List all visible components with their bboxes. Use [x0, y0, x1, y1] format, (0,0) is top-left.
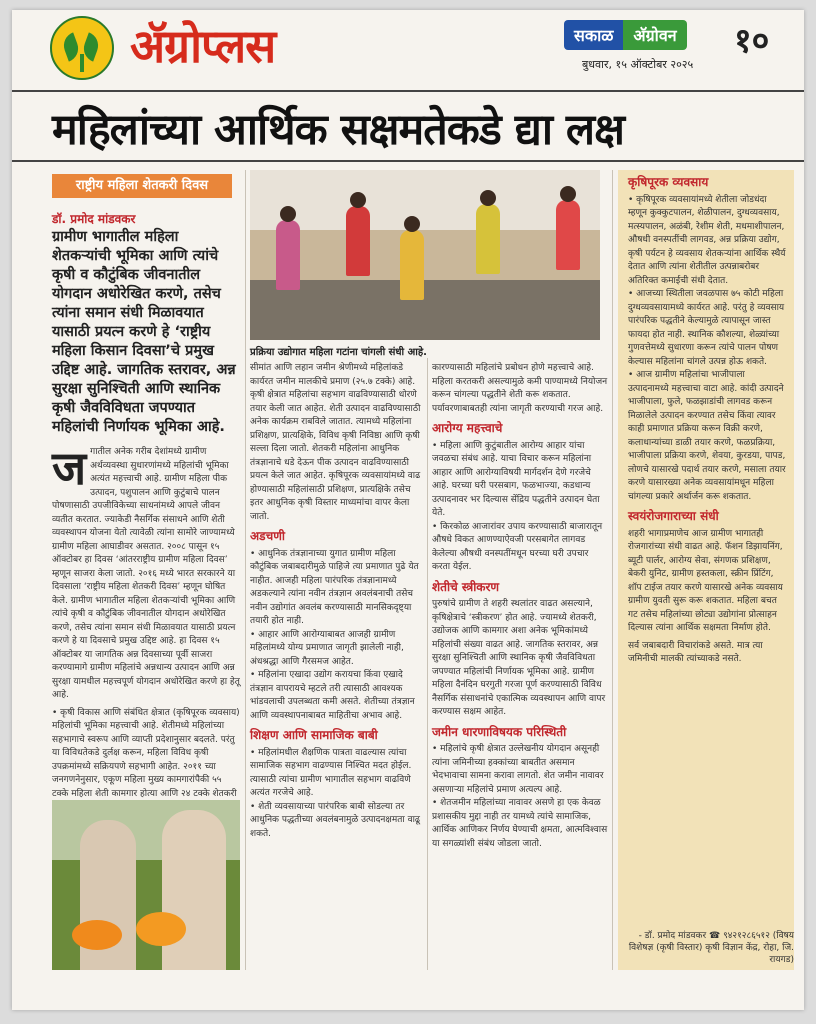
section-heading: अडचणी: [250, 529, 285, 543]
intro-paragraph: ग्रामीण भागातील महिला शेतकऱ्यांची भूमिका आणि त्यांचे कृषी व कौटुंबिक जीवनातील योगदान अधोरेखित करणे, तसेच त्यांना समान संधी मिळावयात यासाठी प्रयत्न करणे हे ‘राष्ट्रीय महिला किसान दिवसा’चे प्रमुख उद्दिष्ट आहे. जागतिक स्तरावर, अन्न सुरक्षा सुनिश्चिती आणि स्थानिक कृषी जैवविविधता जपण्यात महिलांची निर्णायक भूमिका आहे.: [52, 229, 236, 435]
section-heading: आरोग्य महत्त्वाचे: [432, 421, 503, 435]
agroplus-logo-icon: [50, 16, 114, 80]
section-heading: शेतीचे स्त्रीकरण: [432, 579, 500, 594]
sakal-label: सकाळ: [564, 20, 623, 50]
bullet-text: आजच्या स्थितीला जवळपास ७५ कोटी महिला दुग्धव्यवसायामध्ये कार्यरत आहे. परंतु हे व्यवसाय पारंपरिक पद्धतीने केल्यामुळे त्यापासून जास्त फायदा होत नाही. स्थानिक कौशल्या, शेळ्यांच्या गुणवत्तेमध्ये सुधारणा करून त्यांचे पालन पोषण केल्यास महिलांना चांगले उत्पन्न होऊ शकते.: [628, 289, 785, 367]
body-text: कारण्यासाठी महिलांचे प्रबोधन होणे महत्त्वाचे आहे. महिला करतकरी असल्यामुळे कमी पाण्यामध्ये नियोजन करून चांगल्या पद्धतीने शेती करू शकतात. पर्यावरणाबाबतही त्यांना जागृती करण्याची गरज आहे.: [432, 363, 608, 414]
section-heading: स्वयंरोजगाराच्या संधी: [628, 509, 719, 523]
agrowon-label: अ‍ॅग्रोवन: [623, 20, 686, 50]
divider: [12, 90, 804, 92]
column-divider: [427, 358, 428, 970]
photo-caption: प्रक्रिया उद्योगात महिला गटांना चांगली संधी आहे.: [250, 347, 427, 358]
column-2: सीमांत आणि लहान जमीन श्रेणीमध्ये महिलांकडे कार्यरत जमीन मालकीचे प्रमाण (२५.७ टक्के) आहे. कृषी क्षेत्रात महिलांचा सहभाग वाढविण्यासाठी धोरणे तयार केली जात आहेत. शेती उत्पादन वाढविण्यासाठी अनेक कार्यक्रम राबविले जातात. त्यामध्ये महिलांना प्रशिक्षण, प्रात्यक्षिके, विविध कृषी निविष्ठा आणि कृषी सल्ला दिला जातो. शेतकरी महिलांना आधुनिक तंत्रज्ञानाचे धडे देऊन पीक उत्पादन वाढविण्यासाठी प्रयत्न केले जात आहेत. कृषिपूरक व्यवसायांमध्ये वाढ होण्यासाठी महिलांसाठी प्रशिक्षण, प्रात्यक्षिके तसेच इतर आधुनिक कृषी विस्तार माध्यमांचा वापर केला जातो. अडचणी • आधुनिक तंत्रज्ञानाच्या युगात ग्रामीण महिला कौटुंबिक जबाबदारीमुळे पाहिजे त्या प्रमाणात पुढे येत नाहीत. आजही महिला पारंपरिक तंत्रज्ञानामध्ये अडकल्याने त्यांना नवीन तंत्रज्ञान अवलंबनाची तसेच नवीन उद्योगांत अवलंब करण्यासाठी मानसिकदृष्ट्या तयारी होत नाही. • आहार आणि आरोग्याबाबत आजही ग्रामीण महिलांमध्ये योग्य प्रमाणात जागृती झालेली नाही, अंधश्रद्धा आणि गैरसमज आहेत. • महिलांना एखादा उद्योग करायचा किंवा एखादे तंत्रज्ञान वापरायचे म्हटले तरी त्यासाठी आवश्यक भांडवलाची उपलब्धता कमी असते. शेतीच्या तंत्रज्ञान आणि व्यवस्थापनाबाबत माहितीचा अभाव आहे. शिक्षण आणि सामाजिक बाबी • महिलांमधील शैक्षणिक पात्रता वाढल्यास त्यांचा सामाजिक सहभाग वाढण्यास निश्चित मदत होईल. त्यासाठी त्यांचा ग्रामीण भागातील सहभाग वाढविणे अत्यंत गरजेचे आहे. • शेती व्यवसायाच्या पारंपरिक बाबी सोडल्या तर आधुनिक पद्धतीच्या अवलंबनामुळे उत्पादनक्षमता वाढू शकते.: [250, 363, 421, 839]
women-marigold-photo: [52, 800, 240, 970]
bullet-text: महिलांना एखादा उद्योग करायचा किंवा एखादे तंत्रज्ञान वापरायचे म्हटले तरी त्यासाठी आवश्यक भांडवलाची उपलब्धता कमी असते. शेतीच्या तंत्रज्ञान आणि व्यवस्थापनाबाबत माहितीचा अभाव आहे.: [250, 670, 415, 721]
byline: डॉ. प्रमोद मांडवकर: [52, 212, 136, 226]
dropcap: ज: [52, 441, 87, 495]
page-number: १०: [734, 21, 770, 61]
column-1: जगातील अनेक गरीब देशांमध्ये ग्रामीण अर्थव्यवस्था सुधारणांमध्ये महिलांची भूमिका अत्यंत महत्त्वाची आहे. ग्रामीण महिला पीक उत्पादन, पशुपालन आणि कुटुंबाचे पालन पोषणासाठी उपजीविकेच्या साधनांमध्ये आपले जीवन व्यतीत करतात. ज्याकेडी नैसर्गिक संसाधने आणि शेती व्यवस्थापन योजना येतो त्यावेळी त्यांना सामोरे जाण्यामध्ये ग्रामीण महिला आघाडीवर असतात. २००८ पासून १५ ऑक्टोबर हा दिवस ‘आंतरराष्ट्रीय ग्रामीण महिला दिवस’ म्हणून साजरा केला जातो. २०१६ मध्ये भारत सरकारने या दिवसाला ‘राष्ट्रीय महिला शेतकरी दिवस’ म्हणून घोषित केले. ग्रामीण भागातील महिला शेतकऱ्यांची भूमिका आणि त्यांचे कृषी व कौटुंबिक जीवनातील योगदान अधोरेखित करणे, तसेच त्यांना समान संधी मिळावयात यासाठी प्रयत्न करणे हे या दिवसाचे प्रमुख उद्दिष्ट आहे. हा दिवस १५ ऑक्टोबर या जागतिक अन्न दिवसाच्या पूर्वी साजरा करण्यामागे ग्रामीण महिलांचे अन्नधान्य उत्पादन आणि अन्न सुरक्षा यामधील महत्त्वपूर्ण योगदान अधोरेखित करणे हा हेतू आहे. • कृषी विकास आणि संबंधित क्षेत्रात (कृषिपूरक व्यवसाय) महिलांची भूमिका महत्त्वाची आहे. शेतीमध्ये महिलांच्या सहभागाचे स्वरूप आणि व्याप्ती प्रदेशानुसार बदलते. परंतु या विविधतेकडे दुर्लक्ष करून, महिला विविध कृषी उपक्रमांमध्ये सक्रियपणे सहभागी आहेत. २०११ च्या जनगणनेनुसार, एकूण महिला मुख्य कामगारांपैकी ५५ टक्के महिला शेती कामगार होत्या आणि २४ टक्के शेतकरी: [52, 446, 240, 842]
bullet-text: महिला आणि कुटुंबातील आरोग्य आहार यांचा जवळचा संबंध आहे. याचा विचार करून महिलांना आहार आणि आरोग्याविषयी मार्गदर्शन देणे गरजेचे आहे. घरच्या घरी परसबाग, फळभाज्या, कडधान्य उत्पादनावर भर दिल्यास सेंद्रिय पद्धतीने उत्पादन घेता येते.: [432, 440, 600, 518]
sidebar-box: [618, 170, 794, 970]
body-text: पुरुषांचे ग्रामीण ते शहरी स्थलांतर वाढत असल्याने, कृषिक्षेत्राचे ‘स्त्रीकरण’ होत आहे. ज्यामध्ये शेतकरी, उद्योजक आणि कामगार अशा अनेक भूमिकांमध्ये महिलांची संख्या वाढत आहे. जागतिक स्तरावर, अन्न सुरक्षा सुनिश्चिती आणि स्थानिक कृषी जैवविविधता जपण्यात महिलांची निर्णायक भूमिका आहे. ग्रामीण महिला दैनंदिन घरगुती गरजा पूर्ण करण्यासाठी विविध नैसर्गिक संसाधनांचे एकात्मिक व्यवस्थापन आणि वापर करण्यास सक्षम आहेत.: [432, 599, 606, 717]
section-heading: कृषिपूरक व्यवसाय: [628, 175, 709, 189]
bullet-text: आज ग्रामीण महिलांचा भाजीपाला उत्पादनामध्ये महत्त्वाचा वाटा आहे. कांदी उत्पादने भाजीपाला, फुले, फळझाडांची लागवड करून मिळालेले उत्पादन करण्यात तसेच किंवा त्यावर काही प्रमाणात प्रक्रिया करून विक्री करणे, कलाधान्यांच्या डाळी तयार करणे, फळप्रक्रिया, भाजीपाला प्रक्रिया करणे, शेवया, कुरडया, पापड, लोणचे यासारखे पदार्थ तयार करणे, मसाला तयार करणे यासारख्या अनेक व्यवसायांमधून महिला चांगल्या प्रकारे अर्थार्जन करू शकतात.: [628, 370, 786, 502]
section-heading: जमीन धारणाविषयक परिस्थिती: [432, 724, 567, 739]
body-text: शहरी भागाप्रमाणेच आज ग्रामीण भागातही रोजगारांच्या संधी वाढत आहे. फॅशन डिझायनिंग, ब्यूटी पार्लर, आरोग्य सेवा, संगणक प्रशिक्षण, बेकरी युनिट, ग्रामीण हस्तकला, स्क्रीन प्रिंटिंग, शॉप टाईज तयार करणे यासारखे अनेक व्यवसाय ग्रामीण युवती सुरू करू शकतात. महिला बचत गट तसेच महिलांच्या छोट्या उद्योगांना प्रोत्साहन दिल्यास त्यांना आर्थिक सक्षमता निर्माण होते.: [628, 528, 783, 633]
headline: महिलांच्या आर्थिक सक्षमतेकडे द्या लक्ष: [52, 105, 624, 155]
brand-title: ॲग्रोप्लस: [130, 19, 276, 73]
workshop-photo: [250, 170, 600, 340]
dateline: बुधवार, १५ ऑक्टोबर २०२५: [582, 58, 694, 71]
bullet-text: शेती व्यवसायाच्या पारंपरिक बाबी सोडल्या तर आधुनिक पद्धतीच्या अवलंबनामुळे उत्पादनक्षमता वाढू शकते.: [250, 801, 420, 839]
bullet-text: महिलांचे कृषी क्षेत्रात उल्लेखनीय योगदान असूनही त्यांना जमिनीच्या हक्कांच्या बाबतीत असमान भेदभावाचा सामना करावा लागतो. शेत जमीन नावावर असणाऱ्या महिलांचे प्रमाण अत्यल्प आहे.: [432, 744, 604, 795]
body-text: सीमांत आणि लहान जमीन श्रेणीमध्ये महिलांकडे कार्यरत जमीन मालकीचे प्रमाण (२५.७ टक्के) आहे. कृषी क्षेत्रात महिलांचा सहभाग वाढविण्यासाठी धोरणे तयार केली जात आहेत. शेती उत्पादन वाढविण्यासाठी अनेक कार्यक्रम राबविले जातात. त्यामध्ये महिलांना प्रशिक्षण, प्रात्यक्षिके, विविध कृषी निविष्ठा आणि कृषी सल्ला दिला जातो. शेतकरी महिलांना आधुनिक तंत्रज्ञानाचे धडे देऊन पीक उत्पादन वाढविण्यासाठी प्रयत्न केले जात आहेत. कृषिपूरक व्यवसायांमध्ये वाढ होण्यासाठी महिलांसाठी प्रशिक्षण, प्रात्यक्षिके तसेच इतर आधुनिक कृषी विस्तार माध्यमांचा वापर केला जातो.: [250, 363, 421, 522]
body-text: सर्व जबाबदारी विचारांकडे असते. मात्र त्या जमिनीची मालकी त्यांच्याकडे नसते.: [628, 640, 763, 664]
masthead: [12, 10, 804, 88]
column-divider: [245, 170, 246, 970]
body-text: गातील अनेक गरीब देशांमध्ये ग्रामीण अर्थव्यवस्था सुधारणांमध्ये महिलांची भूमिका अत्यंत महत्त्वाची आहे. ग्रामीण महिला पीक उत्पादन, पशुपालन आणि कुटुंबाचे पालन पोषणासाठी उपजीविकेच्या साधनांमध्ये आपले जीवन व्यतीत करतात. ज्याकेडी नैसर्गिक संसाधने आणि शेती व्यवस्थापन योजना येतो त्यावेळी त्यांना सामोरे जाण्यामध्ये ग्रामीण महिला आघाडीवर असतात. २००८ पासून १५ ऑक्टोबर हा दिवस ‘आंतरराष्ट्रीय ग्रामीण महिला दिवस’ म्हणून साजरा केला जातो. २०१६ मध्ये भारत सरकारने या दिवसाला ‘राष्ट्रीय महिला शेतकरी दिवस’ म्हणून घोषित केले. ग्रामीण भागातील महिला शेतकऱ्यांची भूमिका आणि त्यांचे कृषी व कौटुंबिक जीवनातील योगदान अधोरेखित करणे, तसेच त्यांना समान संधी मिळावयात यासाठी प्रयत्न करणे हे या दिवसाचे प्रमुख उद्दिष्ट आहे. हा दिवस १५ ऑक्टोबर या जागतिक अन्न दिवसाच्या पूर्वी साजरा करण्यामागे ग्रामीण महिलांचे अन्नधान्य उत्पादन आणि अन्न सुरक्षा यामधील महत्त्वपूर्ण योगदान अधोरेखित करणे हा हेतू आहे.: [52, 447, 240, 700]
kicker-banner: राष्ट्रीय महिला शेतकरी दिवस: [52, 174, 232, 198]
bullet-text: आधुनिक तंत्रज्ञानाच्या युगात ग्रामीण महिला कौटुंबिक जबाबदारीमुळे पाहिजे त्या प्रमाणात पुढे येत नाहीत. आजही महिला पारंपरिक तंत्रज्ञानामध्ये अडकल्याने त्यांना नवीन तंत्रज्ञान अवलंबनाची तसेच नवीन उद्योगांत अवलंब करण्यासाठी मानसिकदृष्ट्या तयारी होत नाही.: [250, 548, 419, 626]
column-divider: [612, 170, 613, 970]
section-heading: शिक्षण आणि सामाजिक बाबी: [250, 728, 378, 742]
paper-tag: [564, 20, 687, 50]
bullet-text: कृषिपूरक व्यवसायांमध्ये शेतीला जोडधंदा म्हणून कुक्कुटपालन, शेळीपालन, दुग्धव्यवसाय, मत्स्यपालन, अळंबी, रेशीम शेती, मधमाशीपालन, औषधी वनस्पतींची लागवड, अन्न प्रक्रिया उद्योग, कृषी पर्यटन हे व्यवसाय शेतकऱ्यांना आर्थिक स्थैर्य देतात आणि त्यांना शेतीतील उत्पन्नाबरोबर अतिरिक्त कमाईची संधी देतात.: [628, 194, 786, 286]
bullet-text: कृषी विकास आणि संबंधित क्षेत्रात (कृषिपूरक व्यवसाय) महिलांची भूमिका महत्त्वाची आहे. शेतीमध्ये महिलांच्या सहभागाचे स्वरूप आणि व्याप्ती प्रदेशानुसार बदलते. परंतु या विविधतेकडे दुर्लक्ष करून, महिला विविध कृषी उपक्रमांमध्ये सक्रियपणे सहभागी आहेत. २०११ च्या जनगणनेनुसार, एकूण महिला मुख्य कामगारांपैकी ५५ टक्के महिला शेती कामगार होत्या आणि २४ टक्के शेतकरी: [52, 707, 240, 799]
bullet-text: शेतजमीन महिलांच्या नावावर असणे हा एक केवळ प्रशासकीय मुद्दा नाही तर यामध्ये त्यांचे सामाजिक, आर्थिक आणिकर निर्णय घेण्याची क्षमता, आत्मविश्वास या सगळ्यांशी संबंध जोडला जातो.: [432, 798, 608, 849]
author-signature: - डॉ. प्रमोद मांडवकर ☎ ९४२१२८६५१२ (विषय विशेषज्ञ (कृषी विस्तार) कृषी विज्ञान केंद्र, रोहा, जि. रायगड): [628, 931, 794, 965]
bullet-text: किरकोळ आजारांवर उपाय करण्यासाठी बाजारातून औषधे विकत आणण्याऐवजी परसबागेत लागवड केलेल्या औषधी वनस्पतींमधून घरच्या घरी उपचार करता येईल.: [432, 521, 603, 572]
bullet-text: महिलांमधील शैक्षणिक पात्रता वाढल्यास त्यांचा सामाजिक सहभाग वाढण्यास निश्चित मदत होईल. त्यासाठी त्यांचा ग्रामीण भागातील सहभाग वाढविणे अत्यंत गरजेचे आहे.: [250, 747, 412, 798]
bullet-text: आहार आणि आरोग्याबाबत आजही ग्रामीण महिलांमध्ये योग्य प्रमाणात जागृती झालेली नाही, अंधश्रद्धा आणि गैरसमज आहेत.: [250, 629, 404, 667]
sidebar-content: कृषिपूरक व्यवसाय • कृषिपूरक व्यवसायांमध्ये शेतीला जोडधंदा म्हणून कुक्कुटपालन, शेळीपालन, दुग्धव्यवसाय, मत्स्यपालन, अळंबी, रेशीम शेती, मधमाशीपालन, औषधी वनस्पतींची लागवड, अन्न प्रक्रिया उद्योग, कृषी पर्यटन हे व्यवसाय शेतकऱ्यांना आर्थिक स्थैर्य देतात आणि त्यांना शेतीतील उत्पन्नाबरोबर अतिरिक्त कमाईची संधी देतात. • आजच्या स्थितीला जवळपास ७५ कोटी महिला दुग्धव्यवसायामध्ये कार्यरत आहे. परंतु हे व्यवसाय पारंपरिक पद्धतीने केल्यामुळे त्यापासून जास्त फायदा होत नाही. स्थानिक कौशल्या, शेळ्यांच्या गुणवत्तेमध्ये सुधारणा करून त्यांचे पालन पोषण केल्यास महिलांना चांगले उत्पन्न होऊ शकते. • आज ग्रामीण महिलांचा भाजीपाला उत्पादनामध्ये महत्त्वाचा वाटा आहे. कांदी उत्पादने भाजीपाला, फुले, फळझाडांची लागवड करून मिळालेले उत्पादन करण्यात तसेच किंवा त्यावर काही प्रमाणात प्रक्रिया करून विक्री करणे, कलाधान्यांच्या डाळी तयार करणे, फळप्रक्रिया, भाजीपाला प्रक्रिया करणे, शेवया, कुरडया, पापड, लोणचे यासारखे पदार्थ तयार करणे, मसाला तयार करणे यासारख्या अनेक व्यवसायांमधून महिला चांगल्या प्रकारे अर्थार्जन करू शकतात. स्वयंरोजगाराच्या संधी शहरी भागाप्रमाणेच आज ग्रामीण भागातही रोजगारांच्या संधी वाढत आहे. फॅशन डिझायनिंग, ब्यूटी पार्लर, आरोग्य सेवा, संगणक प्रशिक्षण, बेकरी युनिट, ग्रामीण हस्तकला, स्क्रीन प्रिंटिंग, शॉप टाईज तयार करणे यासारखे अनेक व्यवसाय ग्रामीण युवती सुरू करू शकतात. महिला बचत गट तसेच महिलांच्या छोट्या उद्योगांना प्रोत्साहन दिल्यास त्यांना आर्थिक सक्षमता निर्माण होते. सर्व जबाबदारी विचारांकडे असते. मात्र त्या जमिनीची मालकी त्यांच्याकडे नसते.: [628, 176, 786, 667]
column-3: कारण्यासाठी महिलांचे प्रबोधन होणे महत्त्वाचे आहे. महिला करतकरी असल्यामुळे कमी पाण्यामध्ये नियोजन करून चांगल्या पद्धतीने शेती करू शकतात. पर्यावरणाबाबतही त्यांना जागृती करण्याची गरज आहे. आरोग्य महत्त्वाचे • महिला आणि कुटुंबातील आरोग्य आहार यांचा जवळचा संबंध आहे. याचा विचार करून महिलांना आहार आणि आरोग्याविषयी मार्गदर्शन देणे गरजेचे आहे. घरच्या घरी परसबाग, फळभाज्या, कडधान्य उत्पादनावर भर दिल्यास सेंद्रिय पद्धतीने उत्पादन घेता येते. • किरकोळ आजारांवर उपाय करण्यासाठी बाजारातून औषधे विकत आणण्याऐवजी परसबागेत लागवड केलेल्या औषधी वनस्पतींमधून घरच्या घरी उपचार करता येईल. शेतीचे स्त्रीकरण पुरुषांचे ग्रामीण ते शहरी स्थलांतर वाढत असल्याने, कृषिक्षेत्राचे ‘स्त्रीकरण’ होत आहे. ज्यामध्ये शेतकरी, उद्योजक आणि कामगार अशा अनेक भूमिकांमध्ये महिलांची संख्या वाढत आहे. जागतिक स्तरावर, अन्न सुरक्षा सुनिश्चिती आणि स्थानिक कृषी जैवविविधता जपण्यात महिलांची निर्णायक भूमिका आहे. ग्रामीण महिला दैनंदिन घरगुती गरजा पूर्ण करण्यासाठी विविध नैसर्गिक संसाधनांचे एकात्मिक व्यवस्थापन आणि वापर करण्यास सक्षम आहेत. जमीन धारणाविषयक परिस्थिती • महिलांचे कृषी क्षेत्रात उल्लेखनीय योगदान असूनही त्यांना जमिनीच्या हक्कांच्या बाबतीत असमान भेदभावाचा सामना करावा लागतो. शेत जमीन नावावर असणाऱ्या महिलांचे प्रमाण अत्यल्प आहे. • शेतजमीन महिलांच्या नावावर असणे हा एक केवळ प्रशासकीय मुद्दा नाही तर यामध्ये त्यांचे सामाजिक, आर्थिक आणिकर निर्णय घेण्याची क्षमता, आत्मविश्वास या सगळ्यांशी संबंध जोडला जातो.: [432, 363, 608, 849]
newspaper-page: [12, 10, 804, 1010]
divider: [12, 160, 804, 162]
